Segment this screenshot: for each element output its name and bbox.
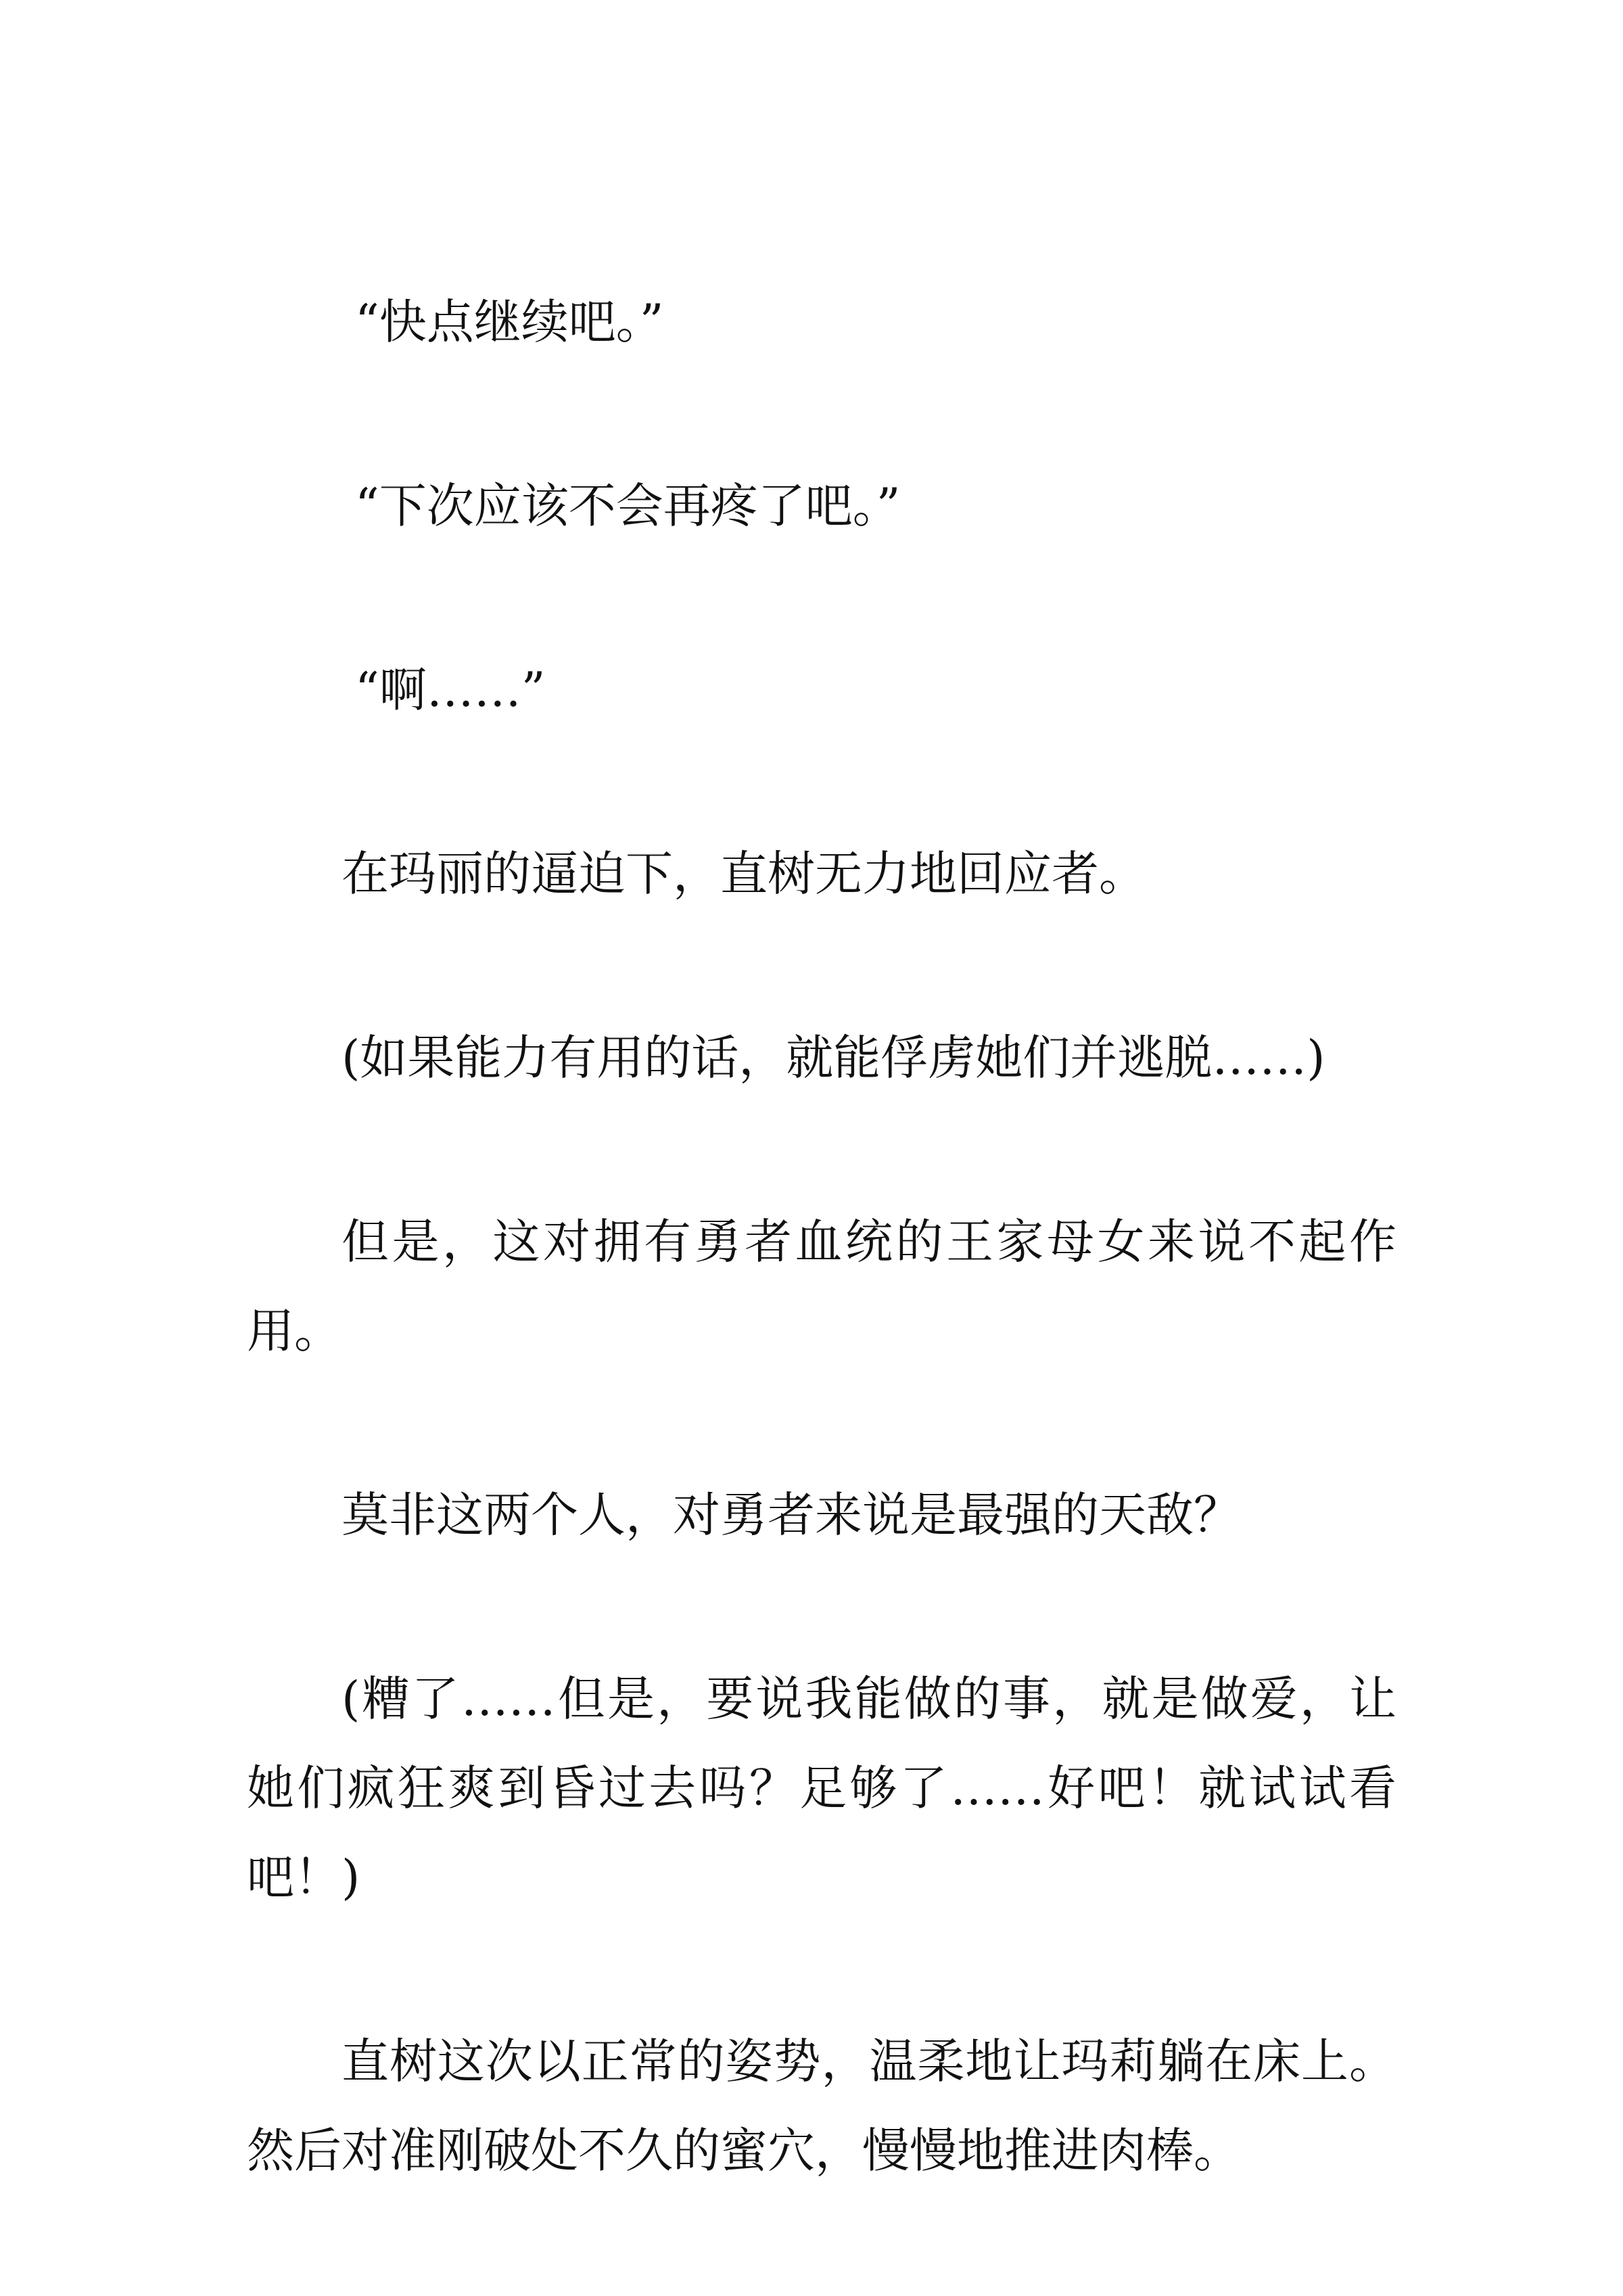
paragraph-narration-3: 莫非这两个人，对勇者来说是最强的天敌？ <box>342 1487 1241 1543</box>
paragraph-narration-1: 在玛丽的逼迫下，直树无力地回应者。 <box>342 846 1146 901</box>
paragraph-thought-2: (糟了……但是，要说我能做的事，就是做爱，让她们疯狂爽到昏过去吗？足够了……好吧！就试试看吧！) <box>247 1671 1396 1905</box>
paragraph-dialogue-2: “下次应该不会再疼了吧。” <box>355 478 901 534</box>
paragraph-dialogue-1: “快点继续吧。” <box>355 294 664 350</box>
paragraph-thought-1: (如果能力有用的话，就能俘虏她们并逃脱……) <box>342 1030 1325 1085</box>
paragraph-narration-4: 直树这次以正常的姿势，温柔地让玛莉躺在床上。然后对准刚破处不久的蜜穴，慢慢地推进肉棒。 <box>247 2034 1396 2178</box>
paragraph-narration-2: 但是，这对拥有勇者血统的王家母女来说不起作用。 <box>247 1214 1396 1359</box>
paragraph-dialogue-3: “啊……” <box>355 662 546 718</box>
body-text <box>247 277 1396 2290</box>
